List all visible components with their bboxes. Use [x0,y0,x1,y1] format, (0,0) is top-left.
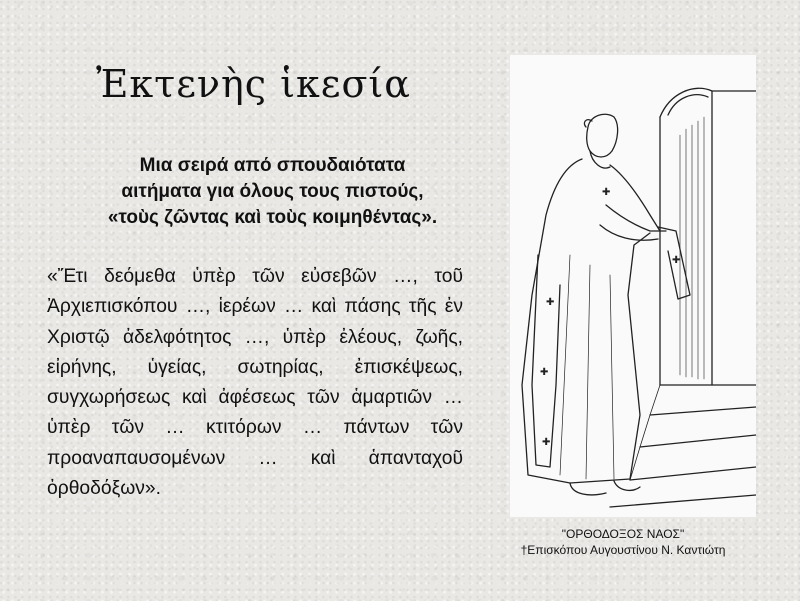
cross-marks [540,187,680,448]
caption-source: "ΟΡΘΟΔΟΞΟΣ ΝΑΟΣ" [561,527,685,541]
caption-author: †Επισκόπου Αυγουστίνου Ν. Καντιώτη [520,543,726,557]
priest-illustration [510,55,756,517]
svg-text:✚: ✚ [540,367,549,378]
subtitle [40,153,505,231]
page-title: Ἐκτενὴς ἱκεσία [96,62,411,106]
subtitle-line: Μια σειρά από σπουδαιότατα [139,155,406,176]
svg-text:✚: ✚ [672,255,681,266]
subtitle-line: «τοὺς ζῶντας καὶ τοὺς κοιμηθέντας». [107,207,438,228]
svg-text:✚: ✚ [602,187,611,198]
stole [532,255,560,467]
priest-drawing [510,55,756,517]
svg-text:✚: ✚ [546,297,555,308]
svg-text:✚: ✚ [542,437,551,448]
subtitle-line: αιτήματα για όλους τους πιστούς, [121,181,424,202]
robe-outline [522,159,650,483]
illustration-caption [498,526,748,558]
litany-text: «Ἔτι δεόμεθα ὑπὲρ τῶν εὐσεβῶν …, τοῦ Ἀρχιεπισκόπου …, ἱερέων … καὶ πάσης τῆς ἐν Χριστῷ ἀδελφότητος …, ὑπὲρ ἐλέους, ζωῆς, εἰρήνης, ὑγείας, σωτηρίας, ἐπισκέψεως, συγχωρήσεως καὶ ἀφέσεως τῶν ἁμαρτιῶν … ὑπὲρ τῶν … κτιτόρων … πάντων τῶν προαναπαυσομένων … καὶ ἁπανταχοῦ ὀρθοδόξων». [47,266,463,500]
